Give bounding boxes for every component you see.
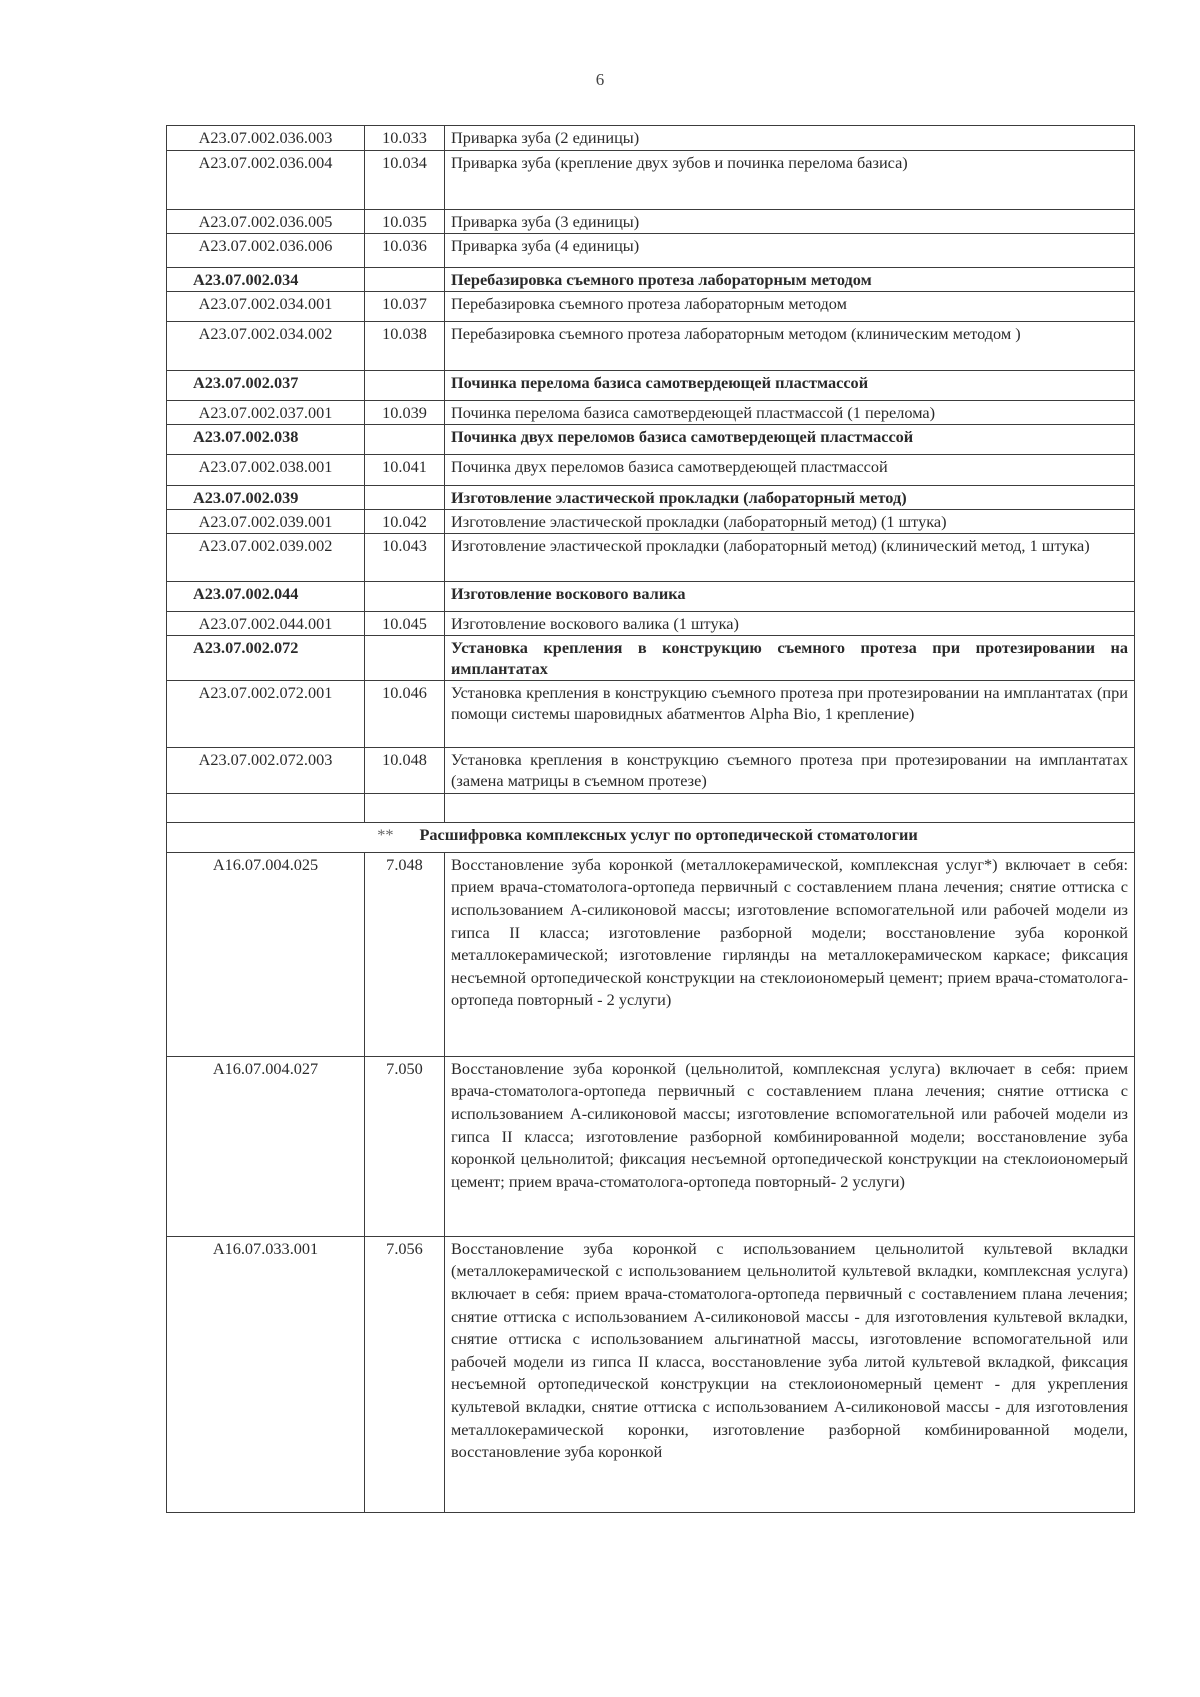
- service-number: 10.039: [365, 401, 445, 425]
- service-code: А23.07.002.039.001: [167, 510, 365, 534]
- service-description: Восстановление зуба коронкой (цельнолитой, комплексная услуга) включает в себя: прием врача-стоматолога-ортопеда первичный с составлением плана лечения; снятие оттиска с использованием А-силиконовой массы; изготовление вспомогательной или рабочей модели из гипса II класса; изготовление разборной комбинированной модели; восстановление зуба коронкой цельнолитой; фиксация несъемной ортопедической конструкции на стеклоиономерый цемент; прием врача-стоматолога-ортопеда повторный- 2 услуги): [445, 1056, 1135, 1236]
- service-name: Приварка зуба (3 единицы): [445, 210, 1135, 234]
- service-number: 10.037: [365, 292, 445, 322]
- empty-cell: [365, 793, 445, 822]
- group-name: Изготовление эластической прокладки (лабораторный метод): [445, 486, 1135, 510]
- service-code: А16.07.004.025: [167, 852, 365, 1056]
- service-number: 10.043: [365, 533, 445, 581]
- table-row: [167, 747, 1135, 793]
- group-number: [365, 425, 445, 455]
- table-row: [167, 126, 1135, 151]
- table-row: [167, 611, 1135, 635]
- group-name: Изготовление воскового валика: [445, 581, 1135, 611]
- group-code: А23.07.002.038: [167, 425, 365, 455]
- table-row: [167, 234, 1135, 268]
- service-name: Починка перелома базиса самотвердеющей пластмассой (1 перелома): [445, 401, 1135, 425]
- service-name: Приварка зуба (2 единицы): [445, 126, 1135, 151]
- service-number: 10.048: [365, 747, 445, 793]
- group-name: Починка перелома базиса самотвердеющей пластмассой: [445, 371, 1135, 401]
- service-number: 10.041: [365, 455, 445, 486]
- table-row: [167, 322, 1135, 371]
- service-code: А23.07.002.036.005: [167, 210, 365, 234]
- group-row: [167, 486, 1135, 510]
- table-row: [167, 510, 1135, 534]
- service-description: Восстановление зуба коронкой (металлокерамической, комплексная услуг*) включает в себя: прием врача-стоматолога-ортопеда первичный с составлением плана лечения; снятие оттиска с использованием А-силиконовой массы; изготовление вспомогательной или рабочей модели из гипса II класса; изготовление разборной модели; восстановление зуба коронкой металлокерамической; изготовление гирлянды на металлокерамическом каркасе; фиксация несъемной ортопедической конструкции на стеклоиономерый цемент; прием врача-стоматолога-ортопеда повторный - 2 услуги): [445, 852, 1135, 1056]
- table-row: [167, 455, 1135, 486]
- group-row: [167, 581, 1135, 611]
- footnote-marker: **: [377, 824, 394, 844]
- table-row: [167, 533, 1135, 581]
- services-table: [166, 125, 1135, 1513]
- group-name: Установка крепления в конструкцию съемного протеза при протезировании на имплантатах: [445, 635, 1135, 680]
- service-number: 10.038: [365, 322, 445, 371]
- service-name: Установка крепления в конструкцию съемного протеза при протезировании на имплантатах (замена матрицы в съемном протезе): [445, 747, 1135, 793]
- group-row: [167, 371, 1135, 401]
- group-row: [167, 425, 1135, 455]
- group-number: [365, 268, 445, 292]
- service-number: 10.033: [365, 126, 445, 151]
- table-row: [167, 680, 1135, 747]
- service-code: А23.07.002.034.001: [167, 292, 365, 322]
- service-code: А23.07.002.038.001: [167, 455, 365, 486]
- group-code: А23.07.002.034: [167, 268, 365, 292]
- empty-row: [167, 793, 1135, 822]
- group-name: Починка двух переломов базиса самотвердеющей пластмассой: [445, 425, 1135, 455]
- service-number: 7.056: [365, 1236, 445, 1512]
- table-row: [167, 401, 1135, 425]
- service-code: А23.07.002.036.003: [167, 126, 365, 151]
- service-number: 10.036: [365, 234, 445, 268]
- group-number: [365, 581, 445, 611]
- service-number: 10.042: [365, 510, 445, 534]
- empty-cell: [445, 793, 1135, 822]
- service-description: Восстановление зуба коронкой с использованием цельнолитой культевой вкладки (металлокерамической с использованием цельнолитой культевой вкладки, комплексная услуга) включает в себя: прием врача-стоматолога-ортопеда первичный с составлением плана лечения; снятие оттиска с использованием А-силиконовой массы - для изготовления культевой вкладки, снятие оттиска с использованием альгинатной массы, изготовление вспомогательной или рабочей модели из гипса II класса, восстановление зуба литой культевой вкладкой, фиксация несъемной ортопедической конструкции на стеклоиономерный цемент - для укрепления культевой вкладки, снятие оттиска с использованием А-силиконовой массы - для изготовления металлокерамической коронки, изготовление разборной комбинированной модели, восстановление зуба коронкой: [445, 1236, 1135, 1512]
- service-code: А23.07.002.037.001: [167, 401, 365, 425]
- service-code: А16.07.004.027: [167, 1056, 365, 1236]
- group-number: [365, 486, 445, 510]
- service-code: А23.07.002.034.002: [167, 322, 365, 371]
- service-number: 7.048: [365, 852, 445, 1056]
- service-number: 10.035: [365, 210, 445, 234]
- service-code: А23.07.002.039.002: [167, 533, 365, 581]
- service-number: 10.046: [365, 680, 445, 747]
- service-name: Изготовление воскового валика (1 штука): [445, 611, 1135, 635]
- service-name: Изготовление эластической прокладки (лабораторный метод) (клинический метод, 1 штука): [445, 533, 1135, 581]
- service-code: А23.07.002.036.004: [167, 151, 365, 210]
- group-code: А23.07.002.039: [167, 486, 365, 510]
- service-number: 10.034: [365, 151, 445, 210]
- group-code: А23.07.002.044: [167, 581, 365, 611]
- table-row: [167, 210, 1135, 234]
- service-code: А23.07.002.044.001: [167, 611, 365, 635]
- group-row: [167, 635, 1135, 680]
- service-number: 10.045: [365, 611, 445, 635]
- group-row: [167, 268, 1135, 292]
- table-row: [167, 1056, 1135, 1236]
- service-code: А16.07.033.001: [167, 1236, 365, 1512]
- service-name: Изготовление эластической прокладки (лабораторный метод) (1 штука): [445, 510, 1135, 534]
- service-name: Починка двух переломов базиса самотвердеющей пластмассой: [445, 455, 1135, 486]
- group-number: [365, 371, 445, 401]
- table-row: [167, 151, 1135, 210]
- page-number: 6: [595, 70, 605, 89]
- service-code: А23.07.002.072.003: [167, 747, 365, 793]
- group-number: [365, 635, 445, 680]
- table-row: [167, 1236, 1135, 1512]
- service-number: 7.050: [365, 1056, 445, 1236]
- service-name: Приварка зуба (крепление двух зубов и починка перелома базиса): [445, 151, 1135, 210]
- service-code: А23.07.002.072.001: [167, 680, 365, 747]
- table-row: [167, 852, 1135, 1056]
- service-code: А23.07.002.036.006: [167, 234, 365, 268]
- section-title: Расшифровка комплексных услуг по ортопедической стоматологии: [419, 824, 918, 844]
- service-name: Приварка зуба (4 единицы): [445, 234, 1135, 268]
- group-code: А23.07.002.037: [167, 371, 365, 401]
- section-header: [167, 822, 1135, 852]
- group-code: А23.07.002.072: [167, 635, 365, 680]
- table-row: [167, 292, 1135, 322]
- group-name: Перебазировка съемного протеза лабораторным методом: [445, 268, 1135, 292]
- empty-cell: [167, 793, 365, 822]
- service-name: Перебазировка съемного протеза лабораторным методом: [445, 292, 1135, 322]
- service-name: Установка крепления в конструкцию съемного протеза при протезировании на имплантатах (при помощи системы шаровидных абатментов Alpha Bio, 1 крепление): [445, 680, 1135, 747]
- service-name: Перебазировка съемного протеза лабораторным методом (клиническим методом ): [445, 322, 1135, 371]
- section-header-row: [167, 822, 1135, 852]
